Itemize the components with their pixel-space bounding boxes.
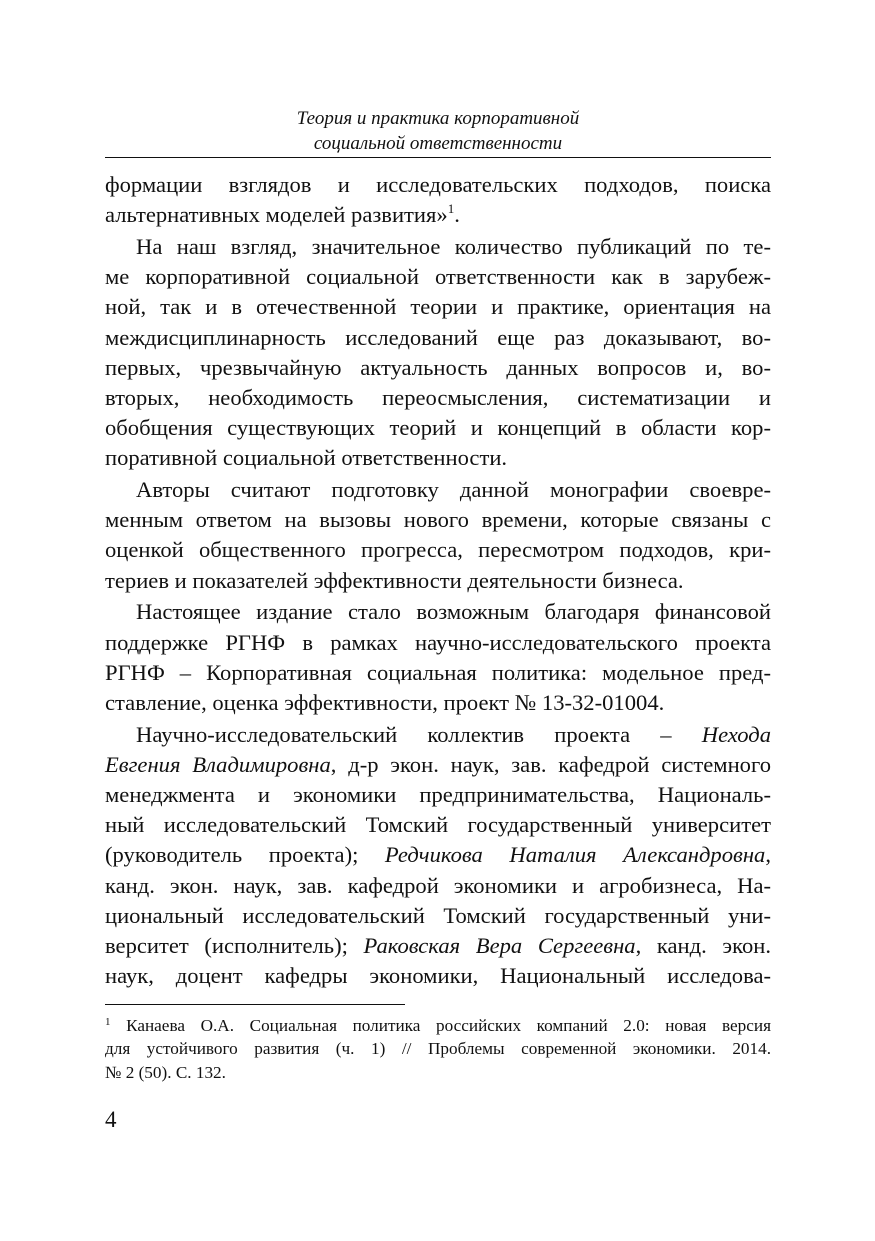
- text-line: вторых, необходимость переосмысления, систематизации и: [105, 384, 771, 410]
- text-line: наук, доцент кафедры экономики, Национальный исследова-: [105, 963, 771, 989]
- text-fragment: .: [454, 202, 460, 228]
- text-line: [105, 931, 771, 961]
- text-fragment: (руководитель проекта);: [105, 842, 385, 868]
- text-line: териев и показателей эффективности деятельности бизнеса.: [105, 567, 684, 593]
- text-line: менеджмента и экономики предпринимательства, Националь-: [105, 782, 771, 808]
- text-line: менным ответом на вызовы нового времени, которые связаны с: [105, 507, 771, 533]
- running-head: [105, 106, 771, 156]
- running-head-line-1: Теория и практика корпоративной: [296, 108, 580, 129]
- text-line: [105, 720, 771, 750]
- text-fragment: , канд. экон.: [635, 933, 771, 959]
- paragraph-continued: [105, 170, 771, 230]
- text-fragment: альтернативных моделей развития»: [105, 202, 448, 228]
- text-line: [105, 750, 771, 780]
- running-head-line-2: социальной ответственности: [313, 133, 563, 154]
- paragraph-authors: [105, 475, 771, 596]
- text-fragment: ,: [765, 842, 771, 868]
- text-line: ный исследовательский Томский государственный университет: [105, 812, 771, 838]
- text-line: поддержке РГНФ в рамках научно-исследовательского проекта: [105, 629, 771, 655]
- footnote-line: № 2 (50). С. 132.: [105, 1062, 226, 1082]
- footnote-line: для устойчивого развития (ч. 1) // Проблемы современной экономики. 2014.: [105, 1039, 771, 1059]
- text-line: междисциплинарность исследований еще раз доказывают, во-: [105, 324, 771, 350]
- text-line: обобщения существующих теорий и концепций в области кор-: [105, 415, 771, 441]
- text-line: Авторы считают подготовку данной монографии своевре-: [136, 477, 771, 503]
- footnote-reference[interactable]: 1: [447, 201, 455, 217]
- text-line: поративной социальной ответственности.: [105, 445, 508, 471]
- text-line: ной, так и в отечественной теории и практике, ориентация на: [105, 294, 771, 320]
- footnote-rule: [105, 1004, 405, 1005]
- author-name: Нехода: [701, 721, 771, 747]
- paragraph-team: [105, 720, 771, 992]
- footnote-line: [105, 1014, 771, 1037]
- text-line: первых, чрезвычайную актуальность данных вопросов и, во-: [105, 354, 771, 380]
- text-line: циональный исследовательский Томский государственный уни-: [105, 902, 771, 928]
- text-line: канд. экон. наук, зав. кафедрой экономики и агробизнеса, На-: [105, 872, 771, 898]
- text-line: На наш взгляд, значительное количество публикаций по те-: [136, 233, 771, 259]
- page-number: 4: [105, 1107, 117, 1132]
- author-name: Редчикова Наталия Александровна: [384, 842, 766, 868]
- text-line: формации взглядов и исследовательских подходов, поиска: [105, 172, 771, 197]
- text-line: ставление, оценка эффективности, проект № 13-32-01004.: [105, 689, 665, 715]
- text-fragment: , д-р экон. наук, зав. кафедрой системного: [330, 751, 771, 777]
- footnote: [105, 1014, 771, 1084]
- main-text: [105, 170, 771, 991]
- text-fragment: Научно-исследовательский коллектив проекта –: [136, 721, 702, 747]
- paragraph-funding: [105, 597, 771, 718]
- author-name: Евгения Владимировна: [105, 751, 331, 777]
- text-line: [105, 840, 771, 870]
- text-fragment: Канаева О.А. Социальная политика российских компаний 2.0: новая версия: [110, 1016, 771, 1035]
- text-line: ме корпоративной социальной ответственности как в зарубеж-: [105, 264, 771, 290]
- header-rule: [105, 157, 771, 158]
- text-line: оценкой общественного прогресса, пересмотром подходов, кри-: [105, 537, 771, 563]
- text-line: Настоящее издание стало возможным благодаря финансовой: [136, 599, 771, 625]
- text-line: [105, 200, 771, 230]
- text-fragment: верситет (исполнитель);: [105, 933, 364, 959]
- paragraph-publications: [105, 232, 771, 474]
- text-line: РГНФ – Корпоративная социальная политика: модельное пред-: [105, 659, 771, 685]
- author-name: Раковская Вера Сергеевна: [363, 933, 636, 959]
- footnote-marker: 1: [105, 1016, 111, 1028]
